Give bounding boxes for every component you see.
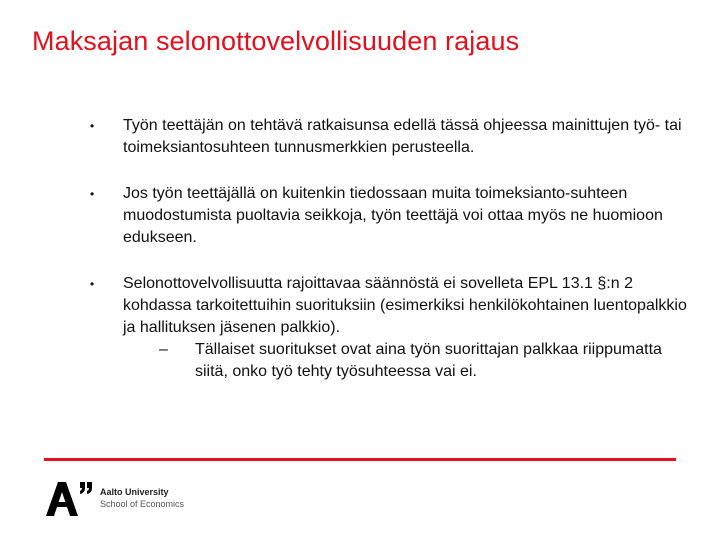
aalto-logo-icon [44, 478, 94, 518]
bullet-text: Työn teettäjän on tehtävä ratkaisunsa edellä tässä ohjeessa mainittujen työ- tai toimeksiantosuhteen tunnusmerkkien perusteella. [123, 117, 682, 156]
bullet-text: Selonottovelvollisuutta rajoittavaa säännöstä ei sovelleta EPL 13.1 §:n 2 kohdassa tarkoitettuihin suorituksiin (esimerkiksi henkilökohtainen luentopalkkio ja hallituksen jäsenen palkkio). [123, 275, 687, 336]
sub-bullet-item [159, 339, 690, 383]
bullet-marker: • [90, 187, 95, 201]
slide-title: Maksajan selonottovelvollisuuden rajaus [32, 26, 520, 56]
logo-text [100, 486, 184, 510]
bullet-item-1 [90, 115, 690, 159]
bullet-item-3 [90, 273, 690, 383]
bullet-item-2 [90, 183, 690, 249]
bullet-list [90, 115, 690, 407]
aalto-logo [44, 478, 184, 518]
logo-school: School of Economics [100, 499, 185, 509]
bullet-marker: • [90, 119, 95, 133]
bullet-text: Jos työn teettäjällä on kuitenkin tiedossaan muita toimeksianto-suhteen muodostumista puoltavia seikkoja, työn teettäjä voi ottaa myös ne huomioon edukseen. [123, 185, 663, 246]
sub-bullet-text: Tällaiset suoritukset ovat aina työn suorittajan palkkaa riippumatta siitä, onko työ tehty työsuhteessa vai ei. [195, 341, 662, 380]
bullet-marker: • [90, 277, 95, 291]
footer-divider [44, 458, 676, 461]
logo-university: Aalto University [100, 487, 169, 497]
sub-bullet-marker: – [159, 341, 168, 358]
